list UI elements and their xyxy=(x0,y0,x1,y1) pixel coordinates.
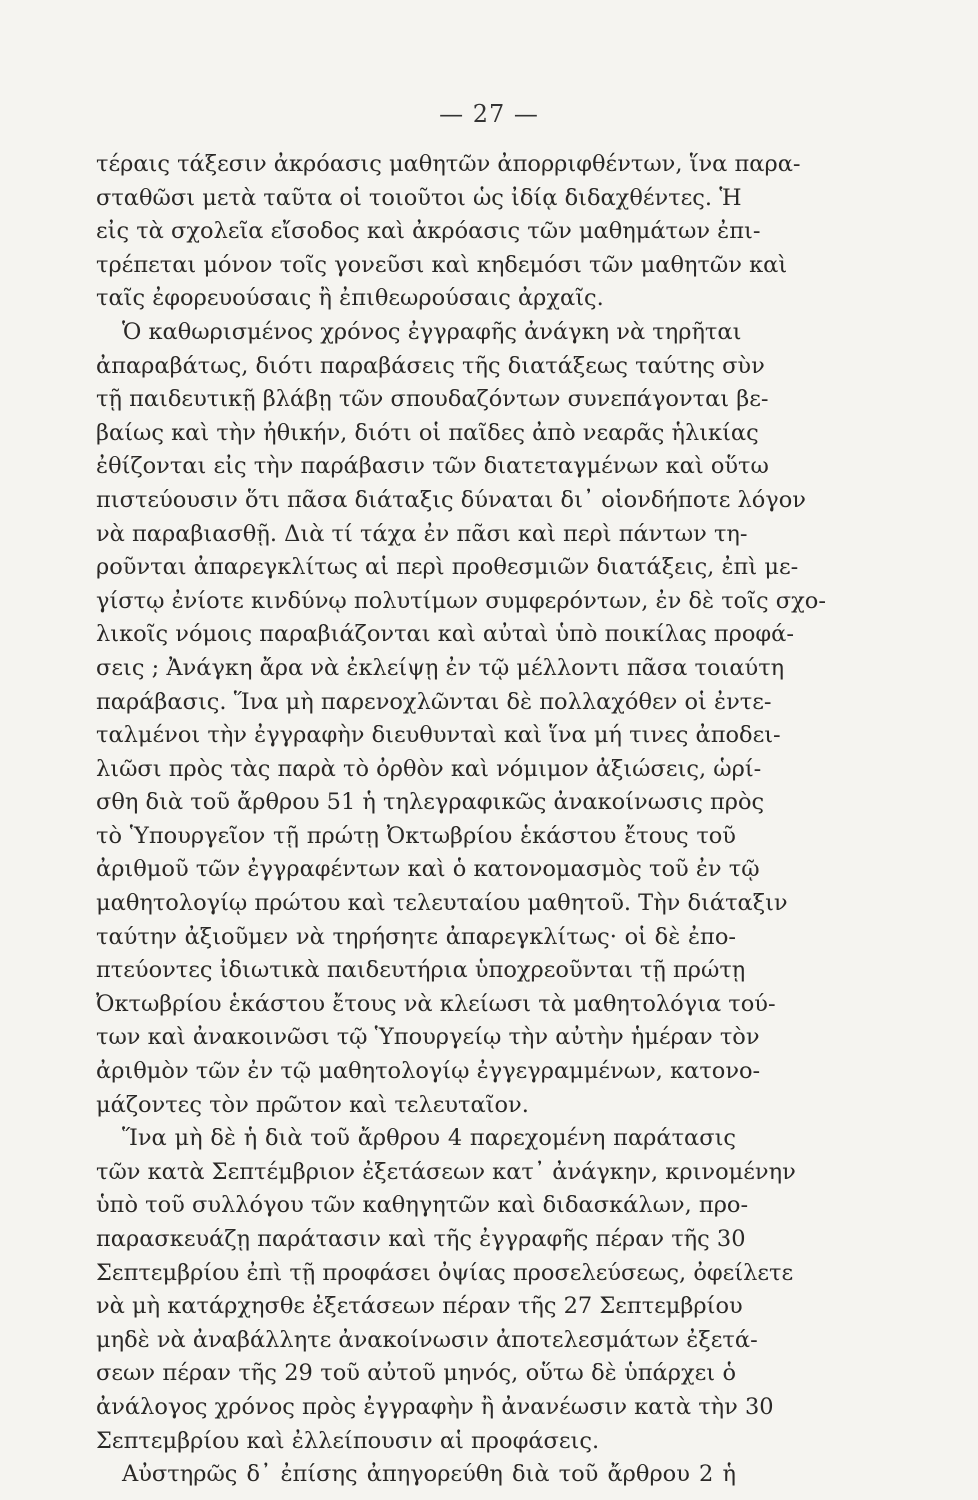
text-line: των καὶ ἀνακοινῶσι τῷ Ὑπουργείῳ τὴν αὐτὴν ἡμέραν τὸν xyxy=(96,1024,760,1051)
text-line: ἀπαραβάτως, διότι παραβάσεις τῆς διατάξεως ταύτης σὺν xyxy=(96,352,765,379)
text-line: μάζοντες τὸν πρῶτον καὶ τελευταῖον. xyxy=(96,1091,529,1118)
text-line: μηδὲ νὰ ἀναβάλλητε ἀνακοίνωσιν ἀποτελεσμάτων ἐξετά- xyxy=(96,1326,758,1353)
text-line: λιῶσι πρὸς τὰς παρὰ τὸ ὀρθὸν καὶ νόμιμον ἀξιώσεις, ὡρί- xyxy=(96,755,762,782)
text-line: σεις ; Ἀνάγκη ἄρα νὰ ἐκλείψῃ ἐν τῷ μέλλοντι πᾶσα τοιαύτη xyxy=(96,654,785,681)
text-line: ὑπὸ τοῦ συλλόγου τῶν καθηγητῶν καὶ διδασκάλων, προ- xyxy=(96,1192,749,1219)
text-line: σθη διὰ τοῦ ἄρθρου 51 ἡ τηλεγραφικῶς ἀνακοίνωσις πρὸς xyxy=(96,789,765,816)
page-number: — 27 — xyxy=(439,100,539,128)
text-line: παράβασις. Ἵνα μὴ παρενοχλῶνται δὲ πολλαχόθεν οἱ ἐντε- xyxy=(96,688,772,715)
text-line: νὰ μὴ κατάρχησθε ἐξετάσεων πέραν τῆς 27 Σεπτεμβρίου xyxy=(96,1293,743,1320)
text-line: πτεύοντες ἰδιωτικὰ παιδευτήρια ὑποχρεοῦνται τῇ πρώτῃ xyxy=(96,957,746,984)
text-line: σταθῶσι μετὰ ταῦτα οἱ τοιοῦτοι ὡς ἰδίᾳ διδαχθέντες. Ἡ xyxy=(96,184,742,211)
text-line: πιστεύουσιν ὅτι πᾶσα διάταξις δύναται δι᾽ οἱονδήποτε λόγον xyxy=(96,486,806,513)
text-line: μαθητολογίῳ πρώτου καὶ τελευταίου μαθητοῦ. Τὴν διάταξιν xyxy=(96,890,788,917)
text-line: ροῦνται ἀπαρεγκλίτως αἱ περὶ προθεσμιῶν διατάξεις, ἐπὶ με- xyxy=(96,554,799,581)
text-line: τρέπεται μόνον τοῖς γονεῦσι καὶ κηδεμόσι τῶν μαθητῶν καὶ xyxy=(96,251,788,278)
text-line: ταῖς ἐφορευούσαις ἢ ἐπιθεωρούσαις ἀρχαῖς. xyxy=(96,285,604,312)
text-line: λικοῖς νόμοις παραβιάζονται καὶ αὐταὶ ὑπὸ ποικίλας προφά- xyxy=(96,621,794,648)
text-line: σεων πέραν τῆς 29 τοῦ αὐτοῦ μηνός, οὕτω δὲ ὑπάρχει ὁ xyxy=(96,1360,736,1387)
text-line: Σεπτεμβρίου ἐπὶ τῇ προφάσει ὀψίας προσελεύσεως, ὀφείλετε xyxy=(96,1259,794,1286)
text-line: ταύτην ἀξιοῦμεν νὰ τηρήσητε ἀπαρεγκλίτως· οἱ δὲ ἐπο- xyxy=(96,923,736,950)
text-line: Σεπτεμβρίου καὶ ἐλλείπουσιν αἱ προφάσεις. xyxy=(96,1427,600,1454)
text-line: Ὁ καθωρισμένος χρόνος ἐγγραφῆς ἀνάγκη νὰ τηρῆται xyxy=(122,318,742,345)
text-line: ἀνάλογος χρόνος πρὸς ἐγγραφὴν ἢ ἀνανέωσιν κατὰ τὴν 30 xyxy=(96,1393,774,1420)
text-line: γίστῳ ἐνίοτε κινδύνῳ πολυτίμων συμφερόντων, ἐν δὲ τοῖς σχο- xyxy=(96,587,826,614)
text-line: τέραις τάξεσιν ἀκρόασις μαθητῶν ἀπορριφθέντων, ἵνα παρα- xyxy=(96,151,801,177)
text-line: νὰ παραβιασθῇ. Διὰ τί τάχα ἐν πᾶσι καὶ περὶ πάντων τη- xyxy=(96,520,748,547)
text-line: ἐθίζονται εἰς τὴν παράβασιν τῶν διατεταγμένων καὶ οὕτω xyxy=(96,453,769,480)
body-text xyxy=(96,148,826,1492)
text-line: τὸ Ὑπουργεῖον τῇ πρώτῃ Ὀκτωβρίου ἑκάστου ἔτους τοῦ xyxy=(96,822,736,849)
text-line: τῶν κατὰ Σεπτέμβριον ἐξετάσεων κατ᾽ ἀνάγκην, κρινομένην xyxy=(96,1158,796,1185)
text-line: τῇ παιδευτικῇ βλάβῃ τῶν σπουδαζόντων συνεπάγονται βε- xyxy=(96,386,769,413)
text-line: Ἵνα μὴ δὲ ἡ διὰ τοῦ ἄρθρου 4 παρεχομένη παράτασις xyxy=(122,1125,736,1152)
text-line: εἰς τὰ σχολεῖα εἴσοδος καὶ ἀκρόασις τῶν μαθημάτων ἐπι- xyxy=(96,218,761,245)
text-line: παρασκευάζῃ παράτασιν καὶ τῆς ἐγγραφῆς πέραν τῆς 30 xyxy=(96,1226,746,1252)
text-line: ταλμένοι τὴν ἐγγραφὴν διευθυνταὶ καὶ ἵνα μή τινες ἀποδει- xyxy=(96,722,781,749)
text-line: ἀριθμοῦ τῶν ἐγγραφέντων καὶ ὁ κατονομασμὸς τοῦ ἐν τῷ xyxy=(96,856,760,883)
text-line: Αὐστηρῶς δ᾽ ἐπίσης ἀπηγορεύθη διὰ τοῦ ἄρθρου 2 ἡ xyxy=(122,1461,736,1488)
text-line: ἀριθμὸν τῶν ἐν τῷ μαθητολογίῳ ἐγγεγραμμένων, κατονο- xyxy=(96,1058,761,1085)
text-line: Ὀκτωβρίου ἑκάστου ἔτους νὰ κλείωσι τὰ μαθητολόγια τού- xyxy=(96,990,776,1017)
text-line: βαίως καὶ τὴν ἠθικήν, διότι οἱ παῖδες ἀπὸ νεαρᾶς ἡλικίας xyxy=(96,419,759,446)
